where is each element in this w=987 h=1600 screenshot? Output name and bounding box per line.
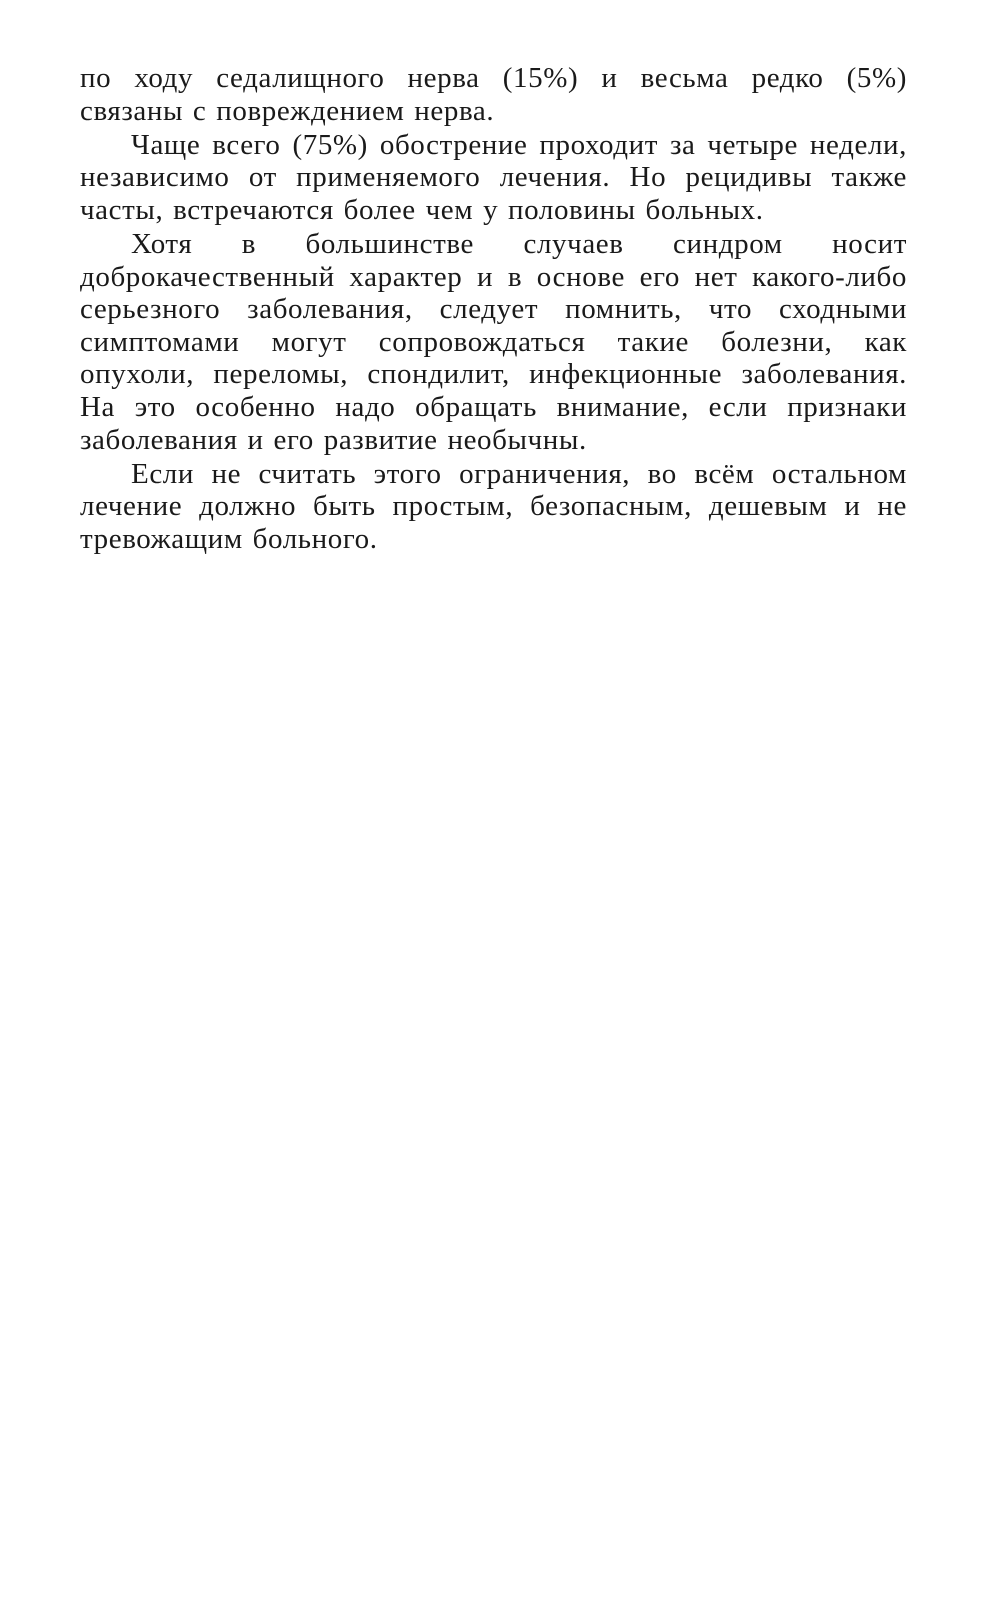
paragraph-2: Чаще всего (75%) обострение проходит за четыре недели, независимо от применяемого лечения. Но рецидивы также часты, встречаются более чем у половины больных. <box>80 128 907 226</box>
paragraph-3: Хотя в большинстве случаев синдром носит доброкачественный характер и в основе его нет какого-либо серьезного заболевания, следует помнить, что сходными симптомами могут сопровождаться такие болезни, как опухоли, переломы, спондилит, инфекционные заболевания. На это особенно надо обращать внимание, если признаки заболевания и его развитие необычны. <box>80 227 907 456</box>
paragraph-1: по ходу седалищного нерва (15%) и весьма редко (5%) связаны с повреждением нерва. <box>80 62 907 127</box>
paragraph-4: Если не считать этого ограничения, во всём остальном лечение должно быть простым, безопасным, дешевым и не тревожащим больного. <box>80 457 907 555</box>
page-text <box>80 62 907 557</box>
